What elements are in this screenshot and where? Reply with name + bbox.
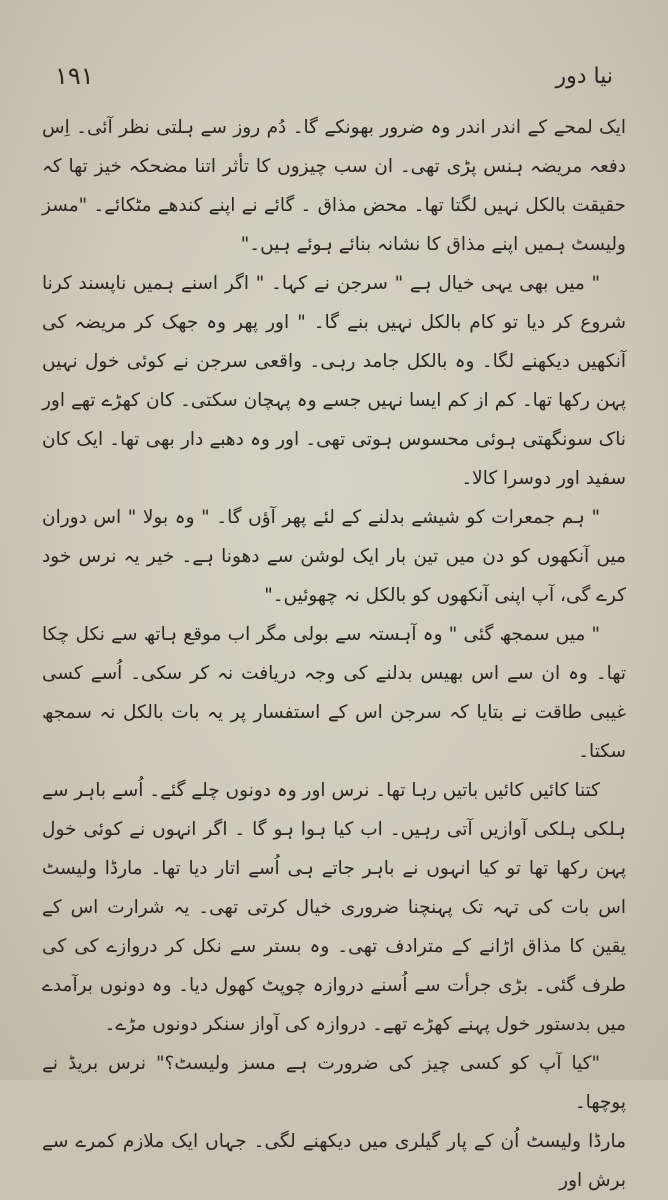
page-number: ۱۹۱ <box>55 62 94 90</box>
page-header <box>55 62 613 112</box>
paragraph: ایک لمحے کے اندر اندر وہ ضرور بھونکے گا۔ دُم روز سے ہلتی نظر آئی۔ اِس دفعہ مریضہ ہنس پڑی تھی۔ ان سب چیزوں کا تأثر اتنا مضحکہ خیز تھا کہ حقیقت بالکل نہیں لگتا تھا۔ محض مذاق ۔ گائے نے اپنے کندھے مٹکائے۔ "مسز ولیسٹ ہمیں اپنے مذاق کا نشانہ بنائے ہوئے ہیں۔" <box>42 117 626 255</box>
paragraph: کتنا کائیں کائیں باتیں رہا تھا۔ نرس اور وہ دونوں چلے گئے۔ اُسے باہر سے ہلکی ہلکی آوازیں آتی رہیں۔ اب کیا ہوا ہو گا ۔ اگر انہوں نے کوئی خول پہن رکھا تھا تو کیا انہوں نے باہر جاتے ہی اُسے اتار دیا تھا۔ مارڈا ولیسٹ اس بات کی تہہ تک پہنچنا ضروری خیال کرتی تھی۔ یہ شرارت اس کے یقین کا مذاق اڑانے کے مترادف تھی۔ وہ بستر سے نکل کر دروازے کی کی طرف گئی۔ بڑی جرأت سے اُسنے دروازہ چوپٹ کھول دیا۔ وہ دونوں برآمدے میں بدستور خول پہنے کھڑے تھے۔ دروازہ کی آواز سنکر دونوں مڑے۔ <box>42 780 626 1035</box>
paragraph: "کیا آپ کو کسی چیز کی ضرورت ہے مسز ولیسٹ؟" نرس بریڈ نے پوچھا۔ <box>42 1053 626 1113</box>
paragraph: " ہم جمعرات کو شیشے بدلنے کے لئے پھر آؤں گا۔ " وہ بولا " اس دوران میں آنکھوں کو دن میں تین بار ایک لوشن سے دھونا ہے۔ خیر یہ نرس خود کرے گی، آپ اپنی آنکھوں کو بالکل نہ چھوئیں۔" <box>42 507 626 606</box>
running-head: نیا دور <box>555 64 613 89</box>
body-text <box>42 108 626 1191</box>
paragraph: مارڈا ولیسٹ اُن کے پار گیلری میں دیکھنے لگی۔ جہاں ایک ملازم کمرے سے برش اور <box>42 1131 626 1191</box>
paragraph: " میں سمجھ گئی " وہ آہستہ سے بولی مگر اب موقع ہاتھ سے نکل چکا تھا۔ وہ ان سے اس بھیس بدلنے کی وجہ دریافت نہ کر سکی۔ اُسے کسی غیبی طاقت نے بتایا کہ سرجن اس کے استفسار پر یہ بات بالکل نہ سمجھ سکتا۔ <box>42 624 626 762</box>
paragraph: " میں بھی یہی خیال ہے " سرجن نے کہا۔ " اگر اسنے ہمیں ناپسند کرنا شروع کر دیا تو کام بالکل نہیں بنے گا۔ " اور پھر وہ جھک کر مریضہ کی آنکھیں دیکھنے لگا۔ وہ بالکل جامد رہی۔ واقعی سرجن نے کوئی خول نہیں پہن رکھا تھا۔ کم از کم ایسا نہیں جسے وہ پہچان سکتی۔ کان کھڑے تھے اور ناک سونگھتی ہوئی محسوس ہوتی تھی۔ اور وہ دھبے دار بھی تھا۔ ایک کان سفید اور دوسرا کالا۔ <box>42 273 626 489</box>
